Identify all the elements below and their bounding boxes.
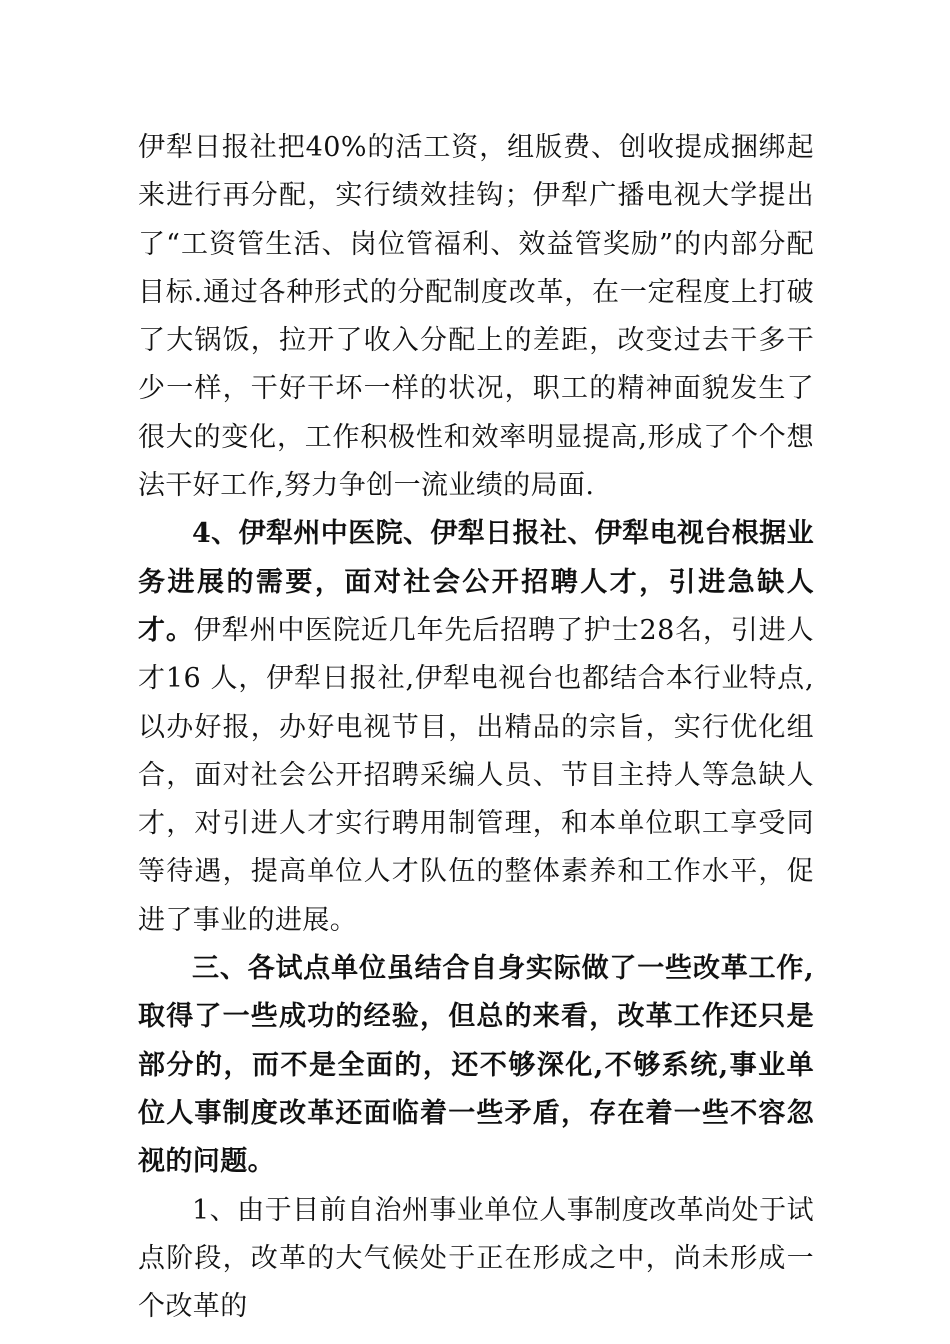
paragraph-recruitment (138, 510, 814, 945)
paragraph-recruitment-heading: 4、伊犁州中医院、伊犁日报社、伊犁电视台根据业务进展的需要，面对社会公开招聘人才，引进急缺人才。 (138, 518, 814, 646)
document-page (138, 124, 814, 1331)
paragraph-problem-1: 1、由于目前自治州事业单位人事制度改革尚处于试点阶段，改革的大气候处于正在形成之中，尚未形成一个改革的 (138, 1194, 814, 1323)
section-heading-problems: 三、各试点单位虽结合自身实际做了一些改革工作,取得了一些成功的经验，但总的来看，改革工作还只是部分的，而不是全面的，还不够深化,不够系统,事业单位人事制度改革还面临着一些矛盾，存在着一些不容忽视的问题。 (138, 953, 814, 1178)
paragraph-recruitment-body: 伊犁州中医院近几年先后招聘了护士28名，引进人才16 人，伊犁日报社,伊犁电视台也都结合本行业特点,以办好报，办好电视节目，出精品的宗旨，实行优化组合，面对社会公开招聘采编人员、节目主持人等急缺人才，对引进人才实行聘用制管理，和本单位职工享受同等待遇，提高单位人才队伍的整体素养和工作水平，促进了事业的进展。 (138, 614, 814, 936)
paragraph-distribution-reform: 伊犁日报社把40%的活工资，组版费、创收提成捆绑起来进行再分配，实行绩效挂钩；伊犁广播电视大学提出了“工资管生活、岗位管福利、效益管奖励”的内部分配目标.通过各种形式的分配制度改革，在一定程度上打破了大锅饭，拉开了收入分配上的差距，改变过去干多干少一样，干好干坏一样的状况，职工的精神面貌发生了很大的变化，工作积极性和效率明显提高,形成了个个想法干好工作,努力争创一流业绩的局面. (138, 132, 814, 502)
